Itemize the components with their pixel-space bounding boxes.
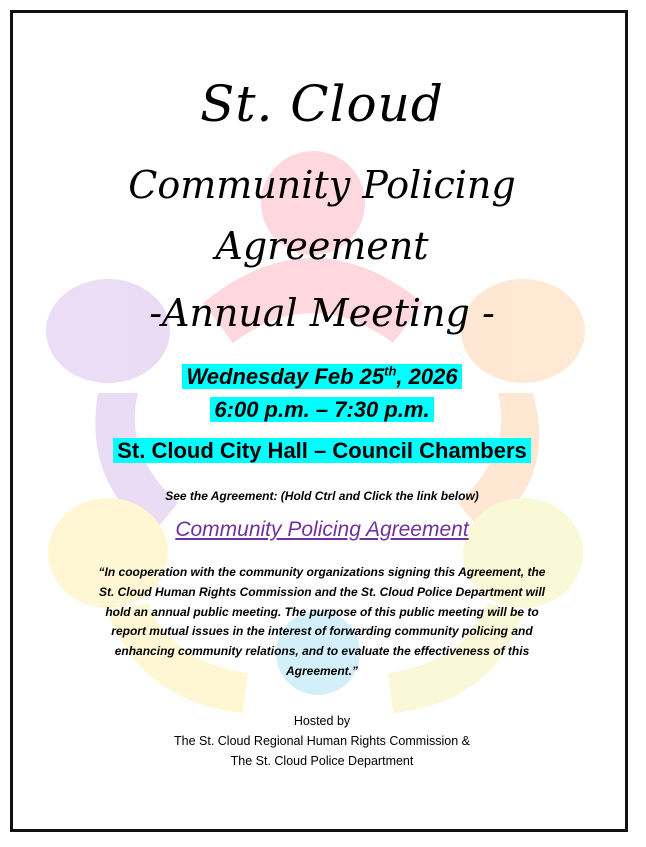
agreement-link[interactable]: Community Policing Agreement	[175, 518, 469, 541]
agreement-quote: “In cooperation with the community organizations signing this Agreement, the St. Cloud Human Rights Commission and the St. Cloud Police Department will hold an annual public meeting. The purpose of this public meeting will be to report mutual issues in the interest of forwarding community policing and enhancing community relations, and to evaluate the effectiveness of this Agreement.”	[98, 565, 546, 678]
event-date-main: Wednesday Feb 25	[186, 364, 385, 390]
event-date-year: , 2026	[396, 364, 458, 390]
event-date	[13, 364, 628, 390]
host-line-2: The St. Cloud Police Department	[230, 754, 414, 768]
event-time	[13, 397, 628, 423]
hosted-by-label: Hosted by	[293, 714, 351, 728]
hosted-by-block	[13, 711, 628, 771]
title-line-1: St. Cloud	[200, 75, 444, 133]
event-date-suffix: th	[384, 364, 397, 379]
event-location-text: St. Cloud City Hall – Council Chambers	[113, 438, 531, 463]
title-line-4: -Annual Meeting -	[149, 291, 495, 335]
title-line-2: Community Policing	[128, 163, 516, 207]
title-line-3: Agreement	[215, 224, 429, 268]
event-time-text: 6:00 p.m. – 7:30 p.m.	[210, 397, 433, 422]
event-location	[13, 438, 628, 464]
see-agreement-note: See the Agreement: (Hold Ctrl and Click the link below)	[165, 489, 479, 503]
host-line-1: The St. Cloud Regional Human Rights Commission &	[174, 734, 470, 748]
flyer-frame	[10, 10, 628, 832]
